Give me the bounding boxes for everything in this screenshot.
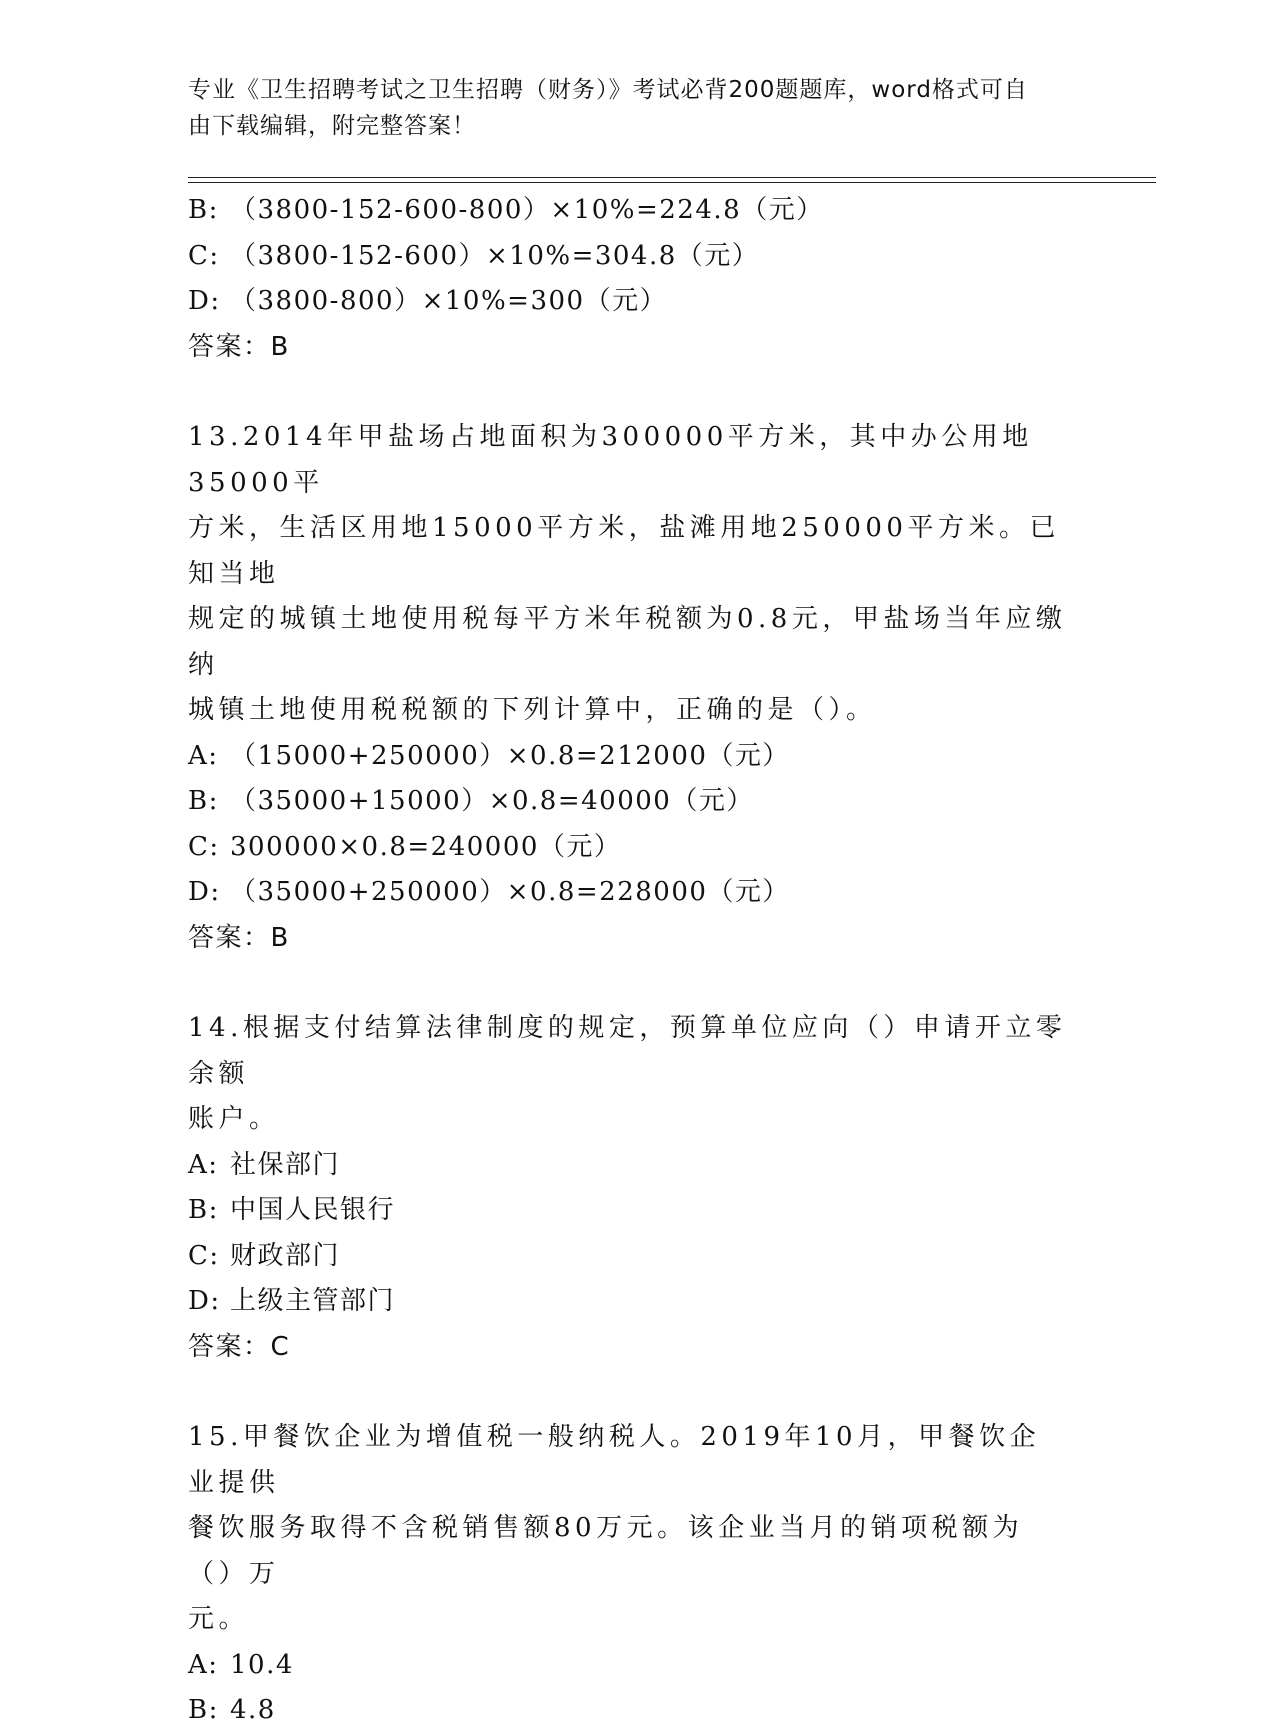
option-a: A: 社保部门	[188, 1149, 341, 1180]
option-c: C: （3800-152-600）×10%=304.8（元）	[188, 240, 760, 271]
spacer	[188, 961, 1088, 1006]
option-c: C: 300000×0.8=240000（元）	[188, 831, 622, 862]
option-b: B: （3800-152-600-800）×10%=224.8（元）	[188, 195, 824, 225]
stem-line: 方米，生活区用地15000平方米，盐滩用地250000平方米。已知当地	[188, 513, 1060, 589]
stem-line: 13.2014年甲盐场占地面积为300000平方米，其中办公用地35000平	[188, 422, 1033, 498]
question-stem	[188, 415, 1068, 734]
question-12-tail	[188, 188, 1088, 370]
option-b: B: （35000+15000）×0.8=40000（元）	[188, 786, 754, 816]
option-b: B: 中国人民银行	[188, 1195, 396, 1225]
stem-line: 餐饮服务取得不含税销售额80万元。该企业当月的销项税额为（）万	[188, 1513, 1024, 1589]
header-line-1: 专业《卫生招聘考试之卫生招聘（财务）》考试必背200题题库，word格式可自	[188, 77, 1028, 103]
stem-line: 城镇土地使用税税额的下列计算中，正确的是（）。	[188, 695, 877, 725]
stem-line: 规定的城镇土地使用税每平方米年税额为0.8元，甲盐场当年应缴纳	[188, 604, 1067, 680]
answer-line: 答案：C	[188, 1331, 291, 1362]
question-14	[188, 1006, 1088, 1370]
stem-line: 15.甲餐饮企业为增值税一般纳税人。2019年10月，甲餐饮企业提供	[188, 1422, 1041, 1498]
spacer	[188, 370, 1088, 415]
option-d: D: 上级主管部门	[188, 1286, 396, 1316]
question-stem	[188, 1415, 1068, 1643]
option-d: D: （35000+250000）×0.8=228000（元）	[188, 877, 790, 907]
option-d: D: （3800-800）×10%=300（元）	[188, 286, 668, 316]
option-a: A: 10.4	[188, 1649, 294, 1680]
question-list	[188, 188, 1088, 1734]
header-divider-top	[188, 177, 1156, 178]
option-a: A: （15000+250000）×0.8=212000（元）	[188, 740, 790, 771]
stem-line: 元。	[188, 1604, 250, 1634]
option-b: B: 4.8	[188, 1695, 276, 1725]
question-15	[188, 1415, 1088, 1734]
header-divider-bottom	[188, 182, 1156, 183]
question-stem	[188, 1006, 1068, 1143]
stem-line: 14.根据支付结算法律制度的规定，预算单位应向（）申请开立零余额	[188, 1013, 1067, 1089]
question-13	[188, 415, 1088, 961]
document-header	[188, 72, 1088, 144]
answer-line: 答案：B	[188, 922, 290, 953]
option-c: C: 财政部门	[188, 1240, 341, 1271]
stem-line: 账户。	[188, 1104, 280, 1134]
spacer	[188, 1370, 1088, 1415]
header-line-2: 由下载编辑，附完整答案！	[188, 113, 476, 139]
answer-line: 答案：B	[188, 331, 290, 362]
